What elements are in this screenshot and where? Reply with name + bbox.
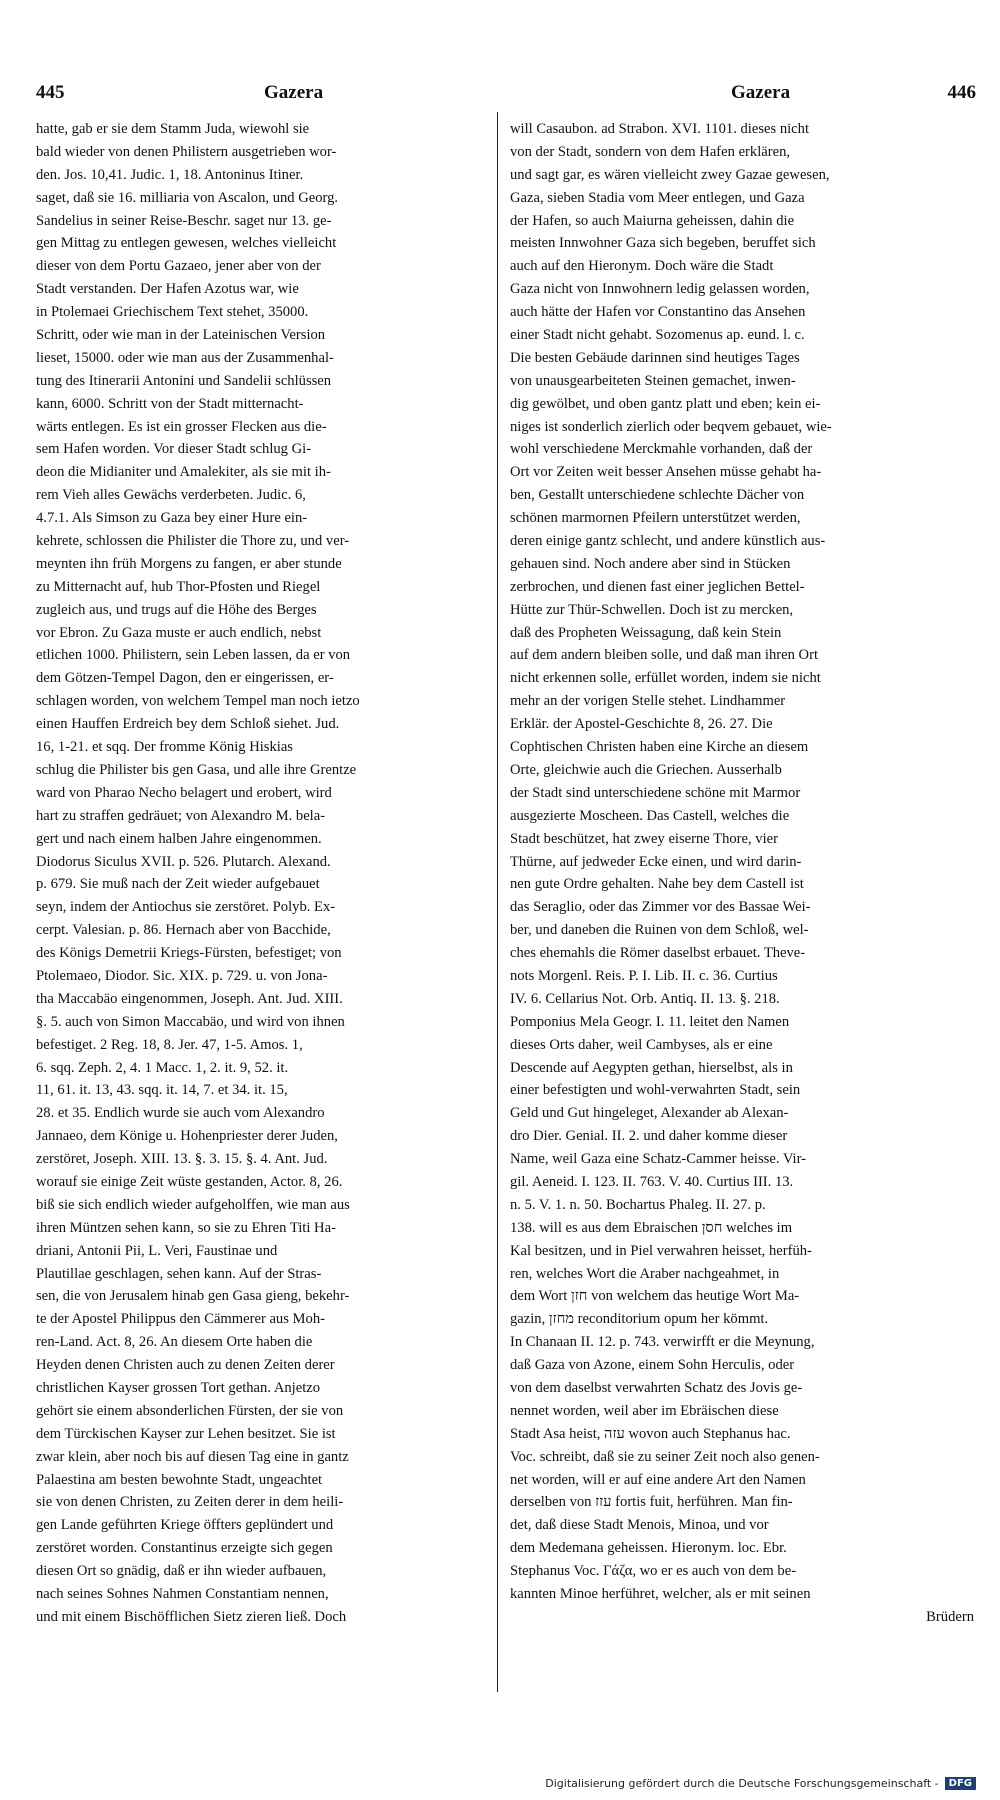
text-line: etlichen 1000. Philistern, sein Leben lassen, da er von <box>36 647 351 664</box>
text-line: Heyden denen Christen auch zu denen Zeiten derer <box>36 1357 335 1374</box>
text-line: und mit einem Bischöfflichen Sietz zieren ließ. Doch <box>36 1608 347 1625</box>
left-column <box>36 118 488 1629</box>
text-line: gert und nach einem halben Jahre eingenommen. <box>36 830 322 847</box>
text-line: auf dem andern bleiben solle, und daß man ihren Ort <box>510 647 818 664</box>
text-line: daß des Propheten Weissagung, daß kein Stein <box>510 624 782 641</box>
text-line: gazin, מחזן reconditorium opum her kömmt. <box>510 1311 769 1328</box>
text-line: sen, die von Jerusalem hinab gen Gasa gieng, bekehr- <box>36 1288 350 1305</box>
text-line: cerpt. Valesian. p. 86. Hernach aber von Bacchide, <box>36 922 331 939</box>
page-number-right: 446 <box>947 82 976 103</box>
text-line: Cophtischen Christen haben eine Kirche an diesem <box>510 739 809 756</box>
text-line: Hütte zur Thür-Schwellen. Doch ist zu mercken, <box>510 601 794 618</box>
text-line: lieset, 15000. oder wie man aus der Zusammenhal- <box>36 349 334 366</box>
text-line: Ort vor Zeiten weit besser Ansehen müsse gehabt ha- <box>510 464 822 481</box>
text-line: gen Lande geführten Kriege öffters geplündert und <box>36 1517 334 1534</box>
right-column <box>510 118 974 1629</box>
column-divider <box>497 112 498 1692</box>
text-line: von der Stadt, sondern von dem Hafen erklären, <box>510 143 791 160</box>
text-line: auch auf den Hieronym. Doch wäre die Stadt <box>510 258 774 275</box>
text-line: Plautillae geschlagen, sehen kann. Auf der Stras- <box>36 1265 322 1282</box>
dfg-logo: DFG <box>945 1777 976 1790</box>
text-line: 28. et 35. Endlich wurde sie auch vom Alexandro <box>36 1105 325 1122</box>
text-line: dig gewölbet, und oben gantz platt und eben; kein ei- <box>510 395 821 412</box>
text-line: kehrete, schlossen die Philister die Thore zu, und ver- <box>36 533 350 550</box>
text-line: ren, welches Wort die Araber nachgeahmet, in <box>510 1265 780 1282</box>
text-line: biß sie sich endlich wieder aufgeholffen, wie man aus <box>36 1196 350 1213</box>
text-line: Stadt beschützet, hat zwey eiserne Thore, vier <box>510 830 778 847</box>
text-line: nicht erkennen solle, erfüllet worden, indem sie nicht <box>510 670 821 687</box>
text-line: befestiget. 2 Reg. 18, 8. Jer. 47, 1-5. Amos. 1, <box>36 1036 303 1053</box>
text-line: hart zu straffen gedräuet; von Alexandro M. bela- <box>36 807 326 824</box>
page-number-left: 445 <box>36 82 65 103</box>
text-line: In Chanaan II. 12. p. 743. verwirfft er die Meynung, <box>510 1334 815 1351</box>
running-headword-right: Gazera <box>731 82 791 103</box>
text-line: kannten Minoe herführet, welcher, als er mit seinen <box>510 1586 811 1602</box>
text-line: zerstöret, Joseph. XIII. 13. §. 3. 15. §. 4. Ant. Jud. <box>36 1151 328 1168</box>
text-line: des Königs Demetrii Kriegs-Fürsten, befestiget; von <box>36 945 342 962</box>
text-line: dieses Orts daher, weil Cambyses, als er eine <box>510 1036 773 1053</box>
text-line: 4.7.1. Als Simson zu Gaza bey einer Hure ein- <box>36 510 308 527</box>
funding-note: Digitalisierung gefördert durch die Deutsche Forschungsgemeinschaft - <box>545 1777 939 1790</box>
text-line: nots Morgenl. Reis. P. I. Lib. II. c. 36. Curtius <box>510 967 778 984</box>
text-line: dro Dier. Genial. II. 2. und daher komme dieser <box>510 1128 788 1145</box>
page-header <box>36 82 976 118</box>
text-line: deon die Midianiter und Amalekiter, als sie mit ih- <box>36 464 331 481</box>
text-line: tha Maccabäo eingenommen, Joseph. Ant. Jud. XIII. <box>36 990 343 1007</box>
text-line: zwar klein, aber noch bis auf diesen Tag eine in gantz <box>36 1448 349 1465</box>
text-line: Descende auf Aegypten gethan, hierselbst, als in <box>510 1059 793 1076</box>
text-line: det, daß diese Stadt Menois, Minoa, und vor <box>510 1517 769 1534</box>
text-line: p. 679. Sie muß nach der Zeit wieder aufgebauet <box>36 876 320 893</box>
text-line: ber, und daneben die Ruinen von dem Schloß, wel- <box>510 922 809 939</box>
text-line: ren-Land. Act. 8, 26. An diesem Orte haben die <box>36 1334 313 1351</box>
text-line: tung des Itinerarii Antonini und Sandelii schlüssen <box>36 372 332 389</box>
text-line: Gaza nicht von Innwohnern ledig gelassen worden, <box>510 281 810 298</box>
text-line: sie von denen Christen, zu Zeiten derer in dem heili- <box>36 1494 344 1511</box>
text-line: das Seraglio, oder das Zimmer vor des Bassae Wei- <box>510 899 811 916</box>
text-line: saget, daß sie 16. milliaria von Ascalon, und Georg. <box>36 189 339 206</box>
text-line: dem Türckischen Kayser zur Lehen besitzet. Sie ist <box>36 1425 336 1442</box>
text-line: zerbrochen, und dienen fast einer jeglichen Bettel- <box>510 578 805 595</box>
text-line: wohl verschiedene Merckmahle vorhanden, daß der <box>510 441 813 458</box>
text-line: rem Vieh alles Gewächs verderbeten. Judic. 6, <box>36 487 306 504</box>
text-line: bald wieder von denen Philistern ausgetrieben wor- <box>36 143 337 160</box>
text-line: ches ehemahls die Römer daselbst erbauet. Theve- <box>510 945 806 962</box>
text-line: §. 5. auch von Simon Maccabäo, und wird von ihnen <box>36 1013 345 1030</box>
text-line: Stadt Asa heist, עזה wovon auch Stephanus hac. <box>510 1425 791 1442</box>
text-line: Stephanus Voc. Γάζα, wo er es auch von dem be- <box>510 1563 797 1580</box>
text-line: zugleich aus, und trugs auf die Höhe des Berges <box>36 601 317 618</box>
text-line: von dem daselbst verwahrten Schatz des Jovis ge- <box>510 1379 803 1396</box>
text-line: worauf sie einige Zeit wüste gestanden, Actor. 8, 26. <box>36 1173 343 1190</box>
text-line: Geld und Gut hingeleget, Alexander ab Alexan- <box>510 1105 789 1122</box>
text-line: Voc. schreibt, daß sie zu seiner Zeit noch also genen- <box>510 1448 820 1465</box>
text-line: zerstöret worden. Constantinus erzeigte sich gegen <box>36 1540 333 1557</box>
text-line: 138. will es aus dem Ebraischen חסן welches im <box>510 1219 793 1236</box>
text-line: einer befestigten und wohl-verwahrten Stadt, sein <box>510 1082 801 1099</box>
text-line: Name, weil Gaza eine Schatz-Cammer heisse. Vir- <box>510 1151 806 1168</box>
text-line: Kal besitzen, und in Piel verwahren heisset, herfüh- <box>510 1242 812 1259</box>
text-line: driani, Antonii Pii, L. Veri, Faustinae und <box>36 1242 278 1259</box>
text-line: der Hafen, so auch Maiurna geheissen, dahin die <box>510 212 795 229</box>
text-line: diesen Ort so gnädig, daß er ihn wieder aufbauen, <box>36 1563 327 1580</box>
text-line: ward von Pharao Necho belagert und erobert, wird <box>36 784 332 801</box>
text-line: meynten ihn früh Morgens zu fangen, er aber stunde <box>36 555 342 572</box>
text-line: auch hätte der Hafen vor Constantino das Ansehen <box>510 304 806 321</box>
text-line: 11, 61. it. 13, 43. sqq. it. 14, 7. et 34. it. 15, <box>36 1082 288 1099</box>
text-line: Stadt verstanden. Der Hafen Azotus war, wie <box>36 281 299 298</box>
text-line: Erklär. der Apostel-Geschichte 8, 26. 27. Die <box>510 716 773 733</box>
text-line: niges ist sonderlich zierlich oder beqvem gebauet, wie- <box>510 418 832 435</box>
text-line: ben, Gestallt unterschiedene schlechte Dächer von <box>510 487 805 504</box>
text-line: sem Hafen worden. Vor dieser Stadt schlug Gi- <box>36 441 312 458</box>
text-line: christlichen Kayser grossen Tort gethan. Anjetzo <box>36 1379 321 1396</box>
text-line: dem Medemana geheissen. Hieronym. loc. Ebr. <box>510 1540 787 1557</box>
text-line: daß Gaza von Azone, einem Sohn Herculis, oder <box>510 1357 795 1374</box>
text-line: vor Ebron. Zu Gaza muste er auch endlich, nebst <box>36 624 322 641</box>
text-line: ausgezierte Moscheen. Das Castell, welches die <box>510 807 790 824</box>
text-line: ihren Müntzen sehen kann, so sie zu Ehren Titi Ha- <box>36 1219 336 1236</box>
text-line: Jannaeo, dem Könige u. Hohenpriester derer Juden, <box>36 1128 338 1145</box>
text-line: dieser von dem Portu Gazaeo, jener aber von der <box>36 258 321 275</box>
text-line: mehr an der vorigen Stelle stehet. Lindhammer <box>510 693 786 710</box>
text-line: den. Jos. 10,41. Judic. 1, 18. Antoninus Itiner. <box>36 166 304 183</box>
text-line: derselben von עזז fortis fuit, herführen. Man fin- <box>510 1494 793 1511</box>
text-line: kann, 6000. Schritt von der Stadt mitternacht- <box>36 395 304 412</box>
text-line: Gaza, sieben Stadia vom Meer entlegen, und Gaza <box>510 189 805 206</box>
text-line: einen Hauffen Erdreich bey dem Schloß siehet. Jud. <box>36 716 340 733</box>
text-line: einer Stadt nicht gehabt. Sozomenus ap. eund. l. c. <box>510 327 805 344</box>
text-line: te der Apostel Philippus den Cämmerer aus Moh- <box>36 1311 325 1328</box>
text-line: zu Mitternacht auf, hub Thor-Pfosten und Riegel <box>36 578 321 595</box>
text-line: Pomponius Mela Geogr. I. 11. leitet den Namen <box>510 1013 790 1030</box>
text-line: seyn, indem der Antiochus sie zerstöret. Polyb. Ex- <box>36 899 336 916</box>
text-line: schlagen worden, von welchem Tempel man noch ietzo <box>36 693 360 710</box>
text-line: will Casaubon. ad Strabon. XVI. 1101. dieses nicht <box>510 121 809 137</box>
text-line: wärts entlegen. Es ist ein grosser Flecken aus die- <box>36 418 327 435</box>
text-line: der Stadt sind unterschiedene schöne mit Marmor <box>510 784 801 801</box>
text-line: Ptolemaeo, Diodor. Sic. XIX. p. 729. u. von Jona- <box>36 967 328 984</box>
text-line: in Ptolemaei Griechischem Text stehet, 35000. <box>36 304 309 321</box>
text-line: meisten Innwohner Gaza sich begeben, beruffet sich <box>510 235 816 252</box>
text-line: schönen marmornen Pfeilern unterstützet werden, <box>510 510 801 527</box>
text-line: gen Mittag zu entlegen gewesen, welches vielleicht <box>36 235 337 252</box>
text-line: Diodorus Siculus XVII. p. 526. Plutarch. Alexand. <box>36 853 331 870</box>
text-line: Orte, gleichwie auch die Griechen. Ausserhalb <box>510 761 782 778</box>
text-line: dem Götzen-Tempel Dagon, den er eingerissen, er- <box>36 670 334 687</box>
text-line: IV. 6. Cellarius Not. Orb. Antiq. II. 13. §. 218. <box>510 990 780 1007</box>
text-line: nennet worden, weil aber im Ebräischen diese <box>510 1402 779 1419</box>
text-line: gehauen sind. Noch andere aber sind in Stücken <box>510 555 791 572</box>
text-line: Schritt, oder wie man in der Lateinischen Version <box>36 327 326 344</box>
text-line: Palaestina am besten bewohnte Stadt, ungeachtet <box>36 1471 323 1488</box>
running-headword-left: Gazera <box>264 82 324 103</box>
text-line: von unausgearbeiteten Steinen gemachet, inwen- <box>510 372 796 389</box>
text-line: deren einige gantz schlecht, und andere künstlich aus- <box>510 533 826 550</box>
text-line: Brüdern <box>926 1608 974 1625</box>
text-line: net worden, will er auf eine andere Art den Namen <box>510 1471 806 1488</box>
text-line: nen gute Ordre gehalten. Nahe bey dem Castell ist <box>510 876 804 893</box>
text-line: n. 5. V. 1. n. 50. Bochartus Phaleg. II. 27. p. <box>510 1196 766 1213</box>
text-line: hatte, gab er sie dem Stamm Juda, wiewohl sie <box>36 121 310 137</box>
text-line: dem Wort חזן von welchem das heutige Wort Ma- <box>510 1288 800 1305</box>
text-line: gehört sie einem absonderlichen Fürsten, der sie von <box>36 1402 344 1419</box>
text-line: nach seines Sohnes Nahmen Constantiam nennen, <box>36 1586 329 1602</box>
text-line: Die besten Gebäude darinnen sind heutiges Tages <box>510 349 800 366</box>
text-line: Thürne, auf jedweder Ecke einen, und wird darin- <box>510 853 802 870</box>
text-line: schlug die Philister bis gen Gasa, und alle ihre Grentze <box>36 761 357 778</box>
text-line: 16, 1-21. et sqq. Der fromme König Hiskias <box>36 739 293 756</box>
text-line: 6. sqq. Zeph. 2, 4. 1 Macc. 1, 2. it. 9, 52. it. <box>36 1059 289 1076</box>
footer <box>545 1777 976 1790</box>
text-line: und sagt gar, es wären vielleicht zwey Gazae gewesen, <box>510 166 830 183</box>
text-line: Sandelius in seiner Reise-Beschr. saget nur 13. ge- <box>36 212 332 229</box>
text-line: gil. Aeneid. I. 123. II. 763. V. 40. Curtius III. 13. <box>510 1173 794 1190</box>
